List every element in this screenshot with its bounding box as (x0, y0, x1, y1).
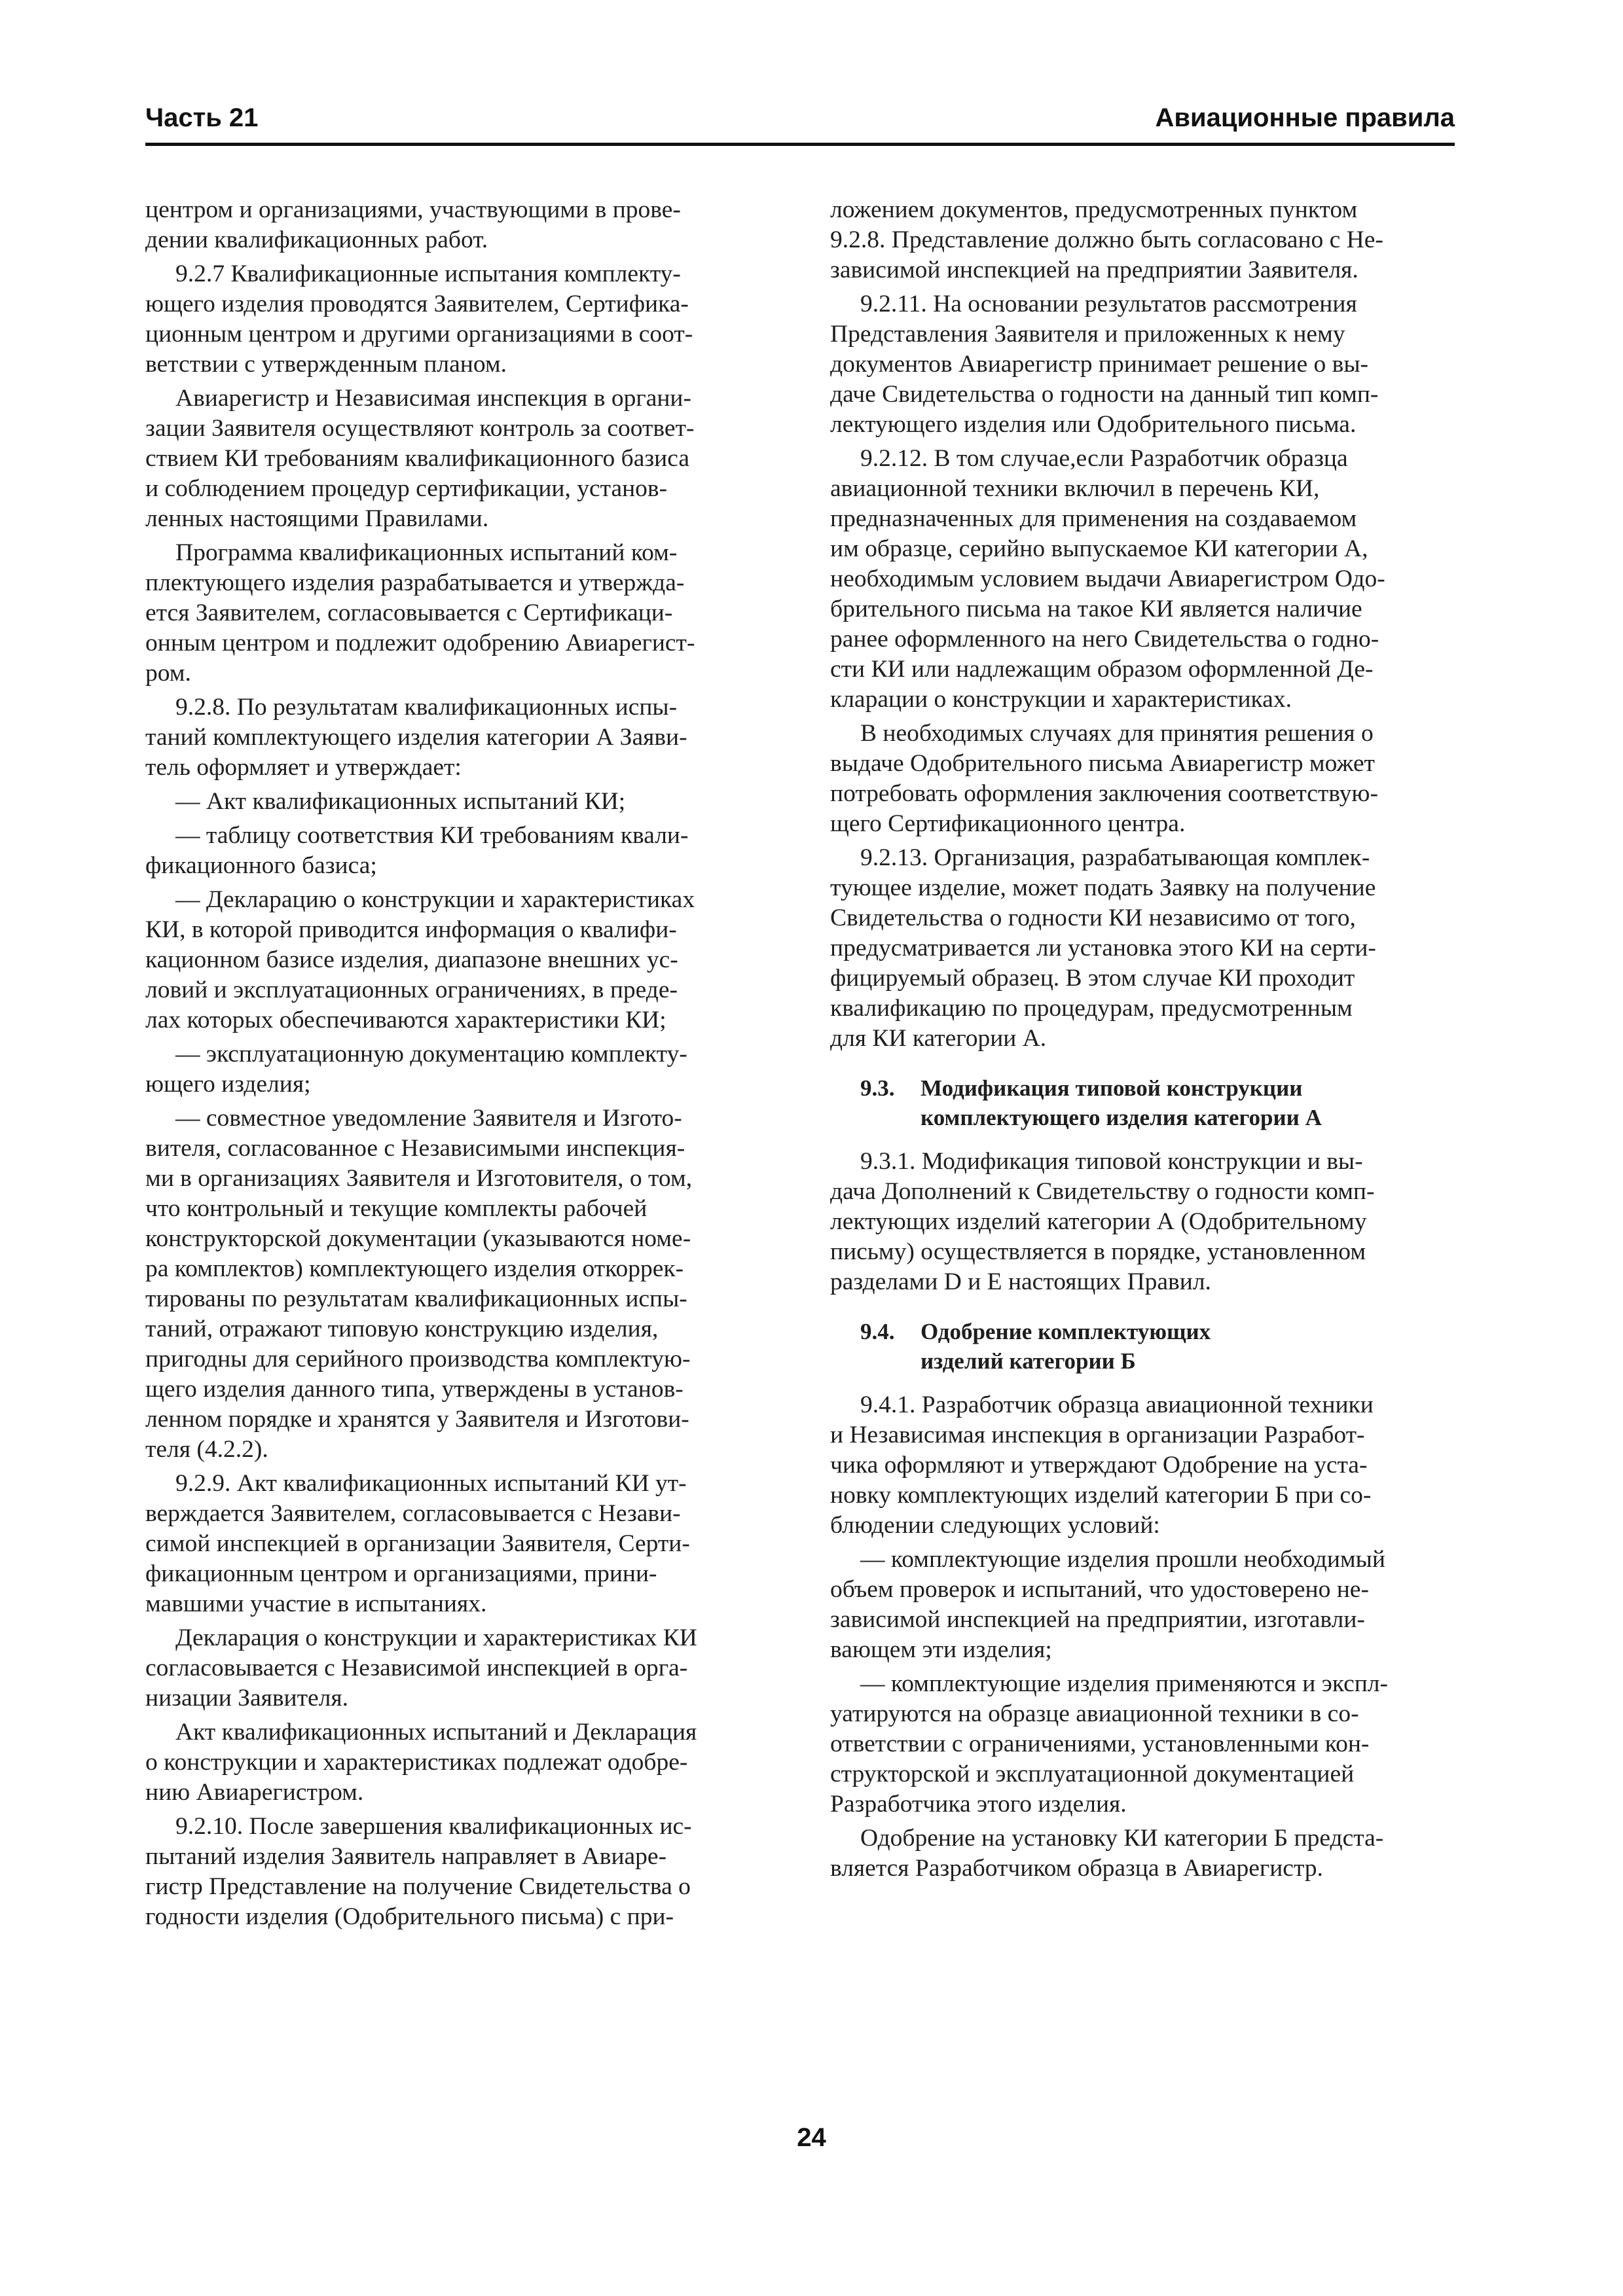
paragraph: центром и организациями, участвующими в прове- дении квалификационных работ. (145, 196, 681, 253)
paragraph: 9.4.1. Разработчик образца авиационной техники и Независимая инспекция в организации Разработ- чика оформляют и утверждают Одобрение на уста- новку комплектующих изделий категории Б при со- блюдении следующих условий: (830, 1391, 1374, 1539)
section-heading (830, 1073, 1455, 1132)
paragraph: 9.2.13. Организация, разрабатывающая комплек- тующее изделие, может подать Заявку на получение Свидетельства о годности КИ независимо от того, предусматривается ли установка этого КИ на серти- фицируемый образец. В этом случае КИ проходит квалификацию по процедурам, предусмотренным для КИ категории А. (830, 844, 1376, 1052)
page-number: 24 (797, 2123, 826, 2152)
page-header (145, 97, 1455, 146)
paragraph: — комплектующие изделия прошли необходимый объем проверок и испытаний, что удостоверено не- зависимой инспекцией на предприятии, изготавли- вающем эти изделия; (830, 1546, 1385, 1663)
section-heading (830, 1317, 1455, 1376)
section-title: Одобрение комплектующих изделий категории Б (921, 1319, 1211, 1374)
paragraph: — таблицу соответствия КИ требованиям квали- фикационного базиса; (145, 822, 689, 879)
paragraph: 9.2.9. Акт квалификационных испытаний КИ ут- верждается Заявителем, согласовывается с Незави- симой инспекцией в организации Заявителя, Серти- фикационным центром и организациями, прини- мавшими участие в испытаниях. (145, 1470, 690, 1617)
paragraph: ложением документов, предусмотренных пунктом 9.2.8. Представление должно быть согласовано с Не- зависимой инспекцией на предприятии Заявителя. (830, 196, 1383, 283)
paragraph: — Акт квалификационных испытаний КИ; (175, 788, 626, 815)
paragraph: Одобрение на установку КИ категории Б предста- вляется Разработчиком образца в Авиарегистр. (830, 1825, 1384, 1882)
section-number: 9.4. (860, 1319, 895, 1344)
paragraph: Акт квалификационных испытаний и Декларация о конструкции и характеристиках подлежат одобре- нию Авиарегистром. (145, 1719, 697, 1806)
paragraph: — совместное уведомление Заявителя и Изгото- вителя, согласованное с Независимыми инспекция- ми в организациях Заявителя и Изготовителя, о том, что контрольный и текущие комплекты рабочей конструкторской документации (указываются номе- ра комплектов) комплектующего изделия откоррек- тированы по результатам квалификационных испы- таний, отражают типовую конструкцию изделия, пригодны для серийного производства комплектую- щего изделия данного типа, утверждены в установ- ленном порядке и хранятся у Заявителя и Изготови- теля (4.2.2). (145, 1105, 693, 1463)
header-document-title: Авиационные правила (1155, 103, 1455, 132)
paragraph: — эксплуатационную документацию комплекту- ющего изделия; (145, 1041, 687, 1098)
paragraph: Декларация о конструкции и характеристиках КИ согласовывается с Независимой инспекцией в орга- низации Заявителя. (145, 1624, 697, 1712)
paragraph: 9.3.1. Модификация типовой конструкции и вы- дача Дополнений к Свидетельству о годности комп- лектующих изделий категории А (Одобрительному письму) осуществляется в порядке, установленном разделами D и Е настоящих Правил. (830, 1148, 1375, 1295)
section-number: 9.3. (860, 1075, 895, 1101)
paragraph: 9.2.8. По результатам квалификационных испы- таний комплектующего изделия категории А Заяви- тель оформляет и утверждает: (145, 694, 687, 781)
paragraph: — Декларацию о конструкции и характеристиках КИ, в которой приводится информация о квалифи- кационном базисе изделия, диапазоне внешних ус- ловий и эксплуатационных ограничениях, в преде- лах которых обеспечиваются характеристики КИ; (145, 886, 695, 1033)
paragraph: Авиарегистр и Независимая инспекция в органи- зации Заявителя осуществляют контроль за соответ- ствием КИ требованиям квалификационного базиса и соблюдением процедур сертификации, установ- ленных настоящими Правилами. (145, 385, 695, 532)
header-part-label: Часть 21 (145, 103, 259, 132)
paragraph: — комплектующие изделия применяются и экспл- уатируются на образце авиационной техники в со- ответствии с ограничениями, установленными кон- структорской и эксплуатационной документацией Разработчика этого изделия. (830, 1670, 1389, 1818)
right-column (830, 195, 1455, 1888)
left-column (145, 195, 771, 1936)
paragraph: 9.2.10. После завершения квалификационных ис- пытаний изделия Заявитель направляет в Авиаре- гистр Представление на получение Свидетельства о годности изделия (Одобрительного письма) с при- (145, 1813, 692, 1930)
paragraph: Программа квалификационных испытаний ком- плектующего изделия разрабатывается и утвержда- ется Заявителем, согласовывается с Сертификаци- онным центром и подлежит одобрению Авиарегист- ром. (145, 539, 695, 687)
paragraph: В необходимых случаях для принятия решения о выдаче Одобрительного письма Авиарегистр может потребовать оформления заключения соответствую- щего Сертификационного центра. (830, 720, 1378, 837)
section-title: Модификация типовой конструкции комплектующего изделия категории А (921, 1075, 1322, 1130)
paragraph: 9.2.7 Квалификационные испытания комплекту- ющего изделия проводятся Заявителем, Сертифика- ционным центром и другими организациями в соот- ветствии с утвержденным планом. (145, 260, 693, 378)
paragraph: 9.2.11. На основании результатов рассмотрения Представления Заявителя и приложенных к нему документов Авиарегистр принимает решение о вы- даче Свидетельства о годности на данный тип комп- лектующего изделия или Одобрительного письма. (830, 291, 1379, 438)
paragraph: 9.2.12. В том случае,если Разработчик образца авиационной техники включил в перечень КИ, предназначенных для применения на создаваемом им образце, серийно выпускаемое КИ категории А, необходимым условием выдачи Авиарегистром Одо- брительного письма на такое КИ является наличие ранее оформленного на него Свидетельства о годно- сти КИ или надлежащим образом оформленной Де- кларации о конструкции и характеристиках. (830, 445, 1385, 713)
